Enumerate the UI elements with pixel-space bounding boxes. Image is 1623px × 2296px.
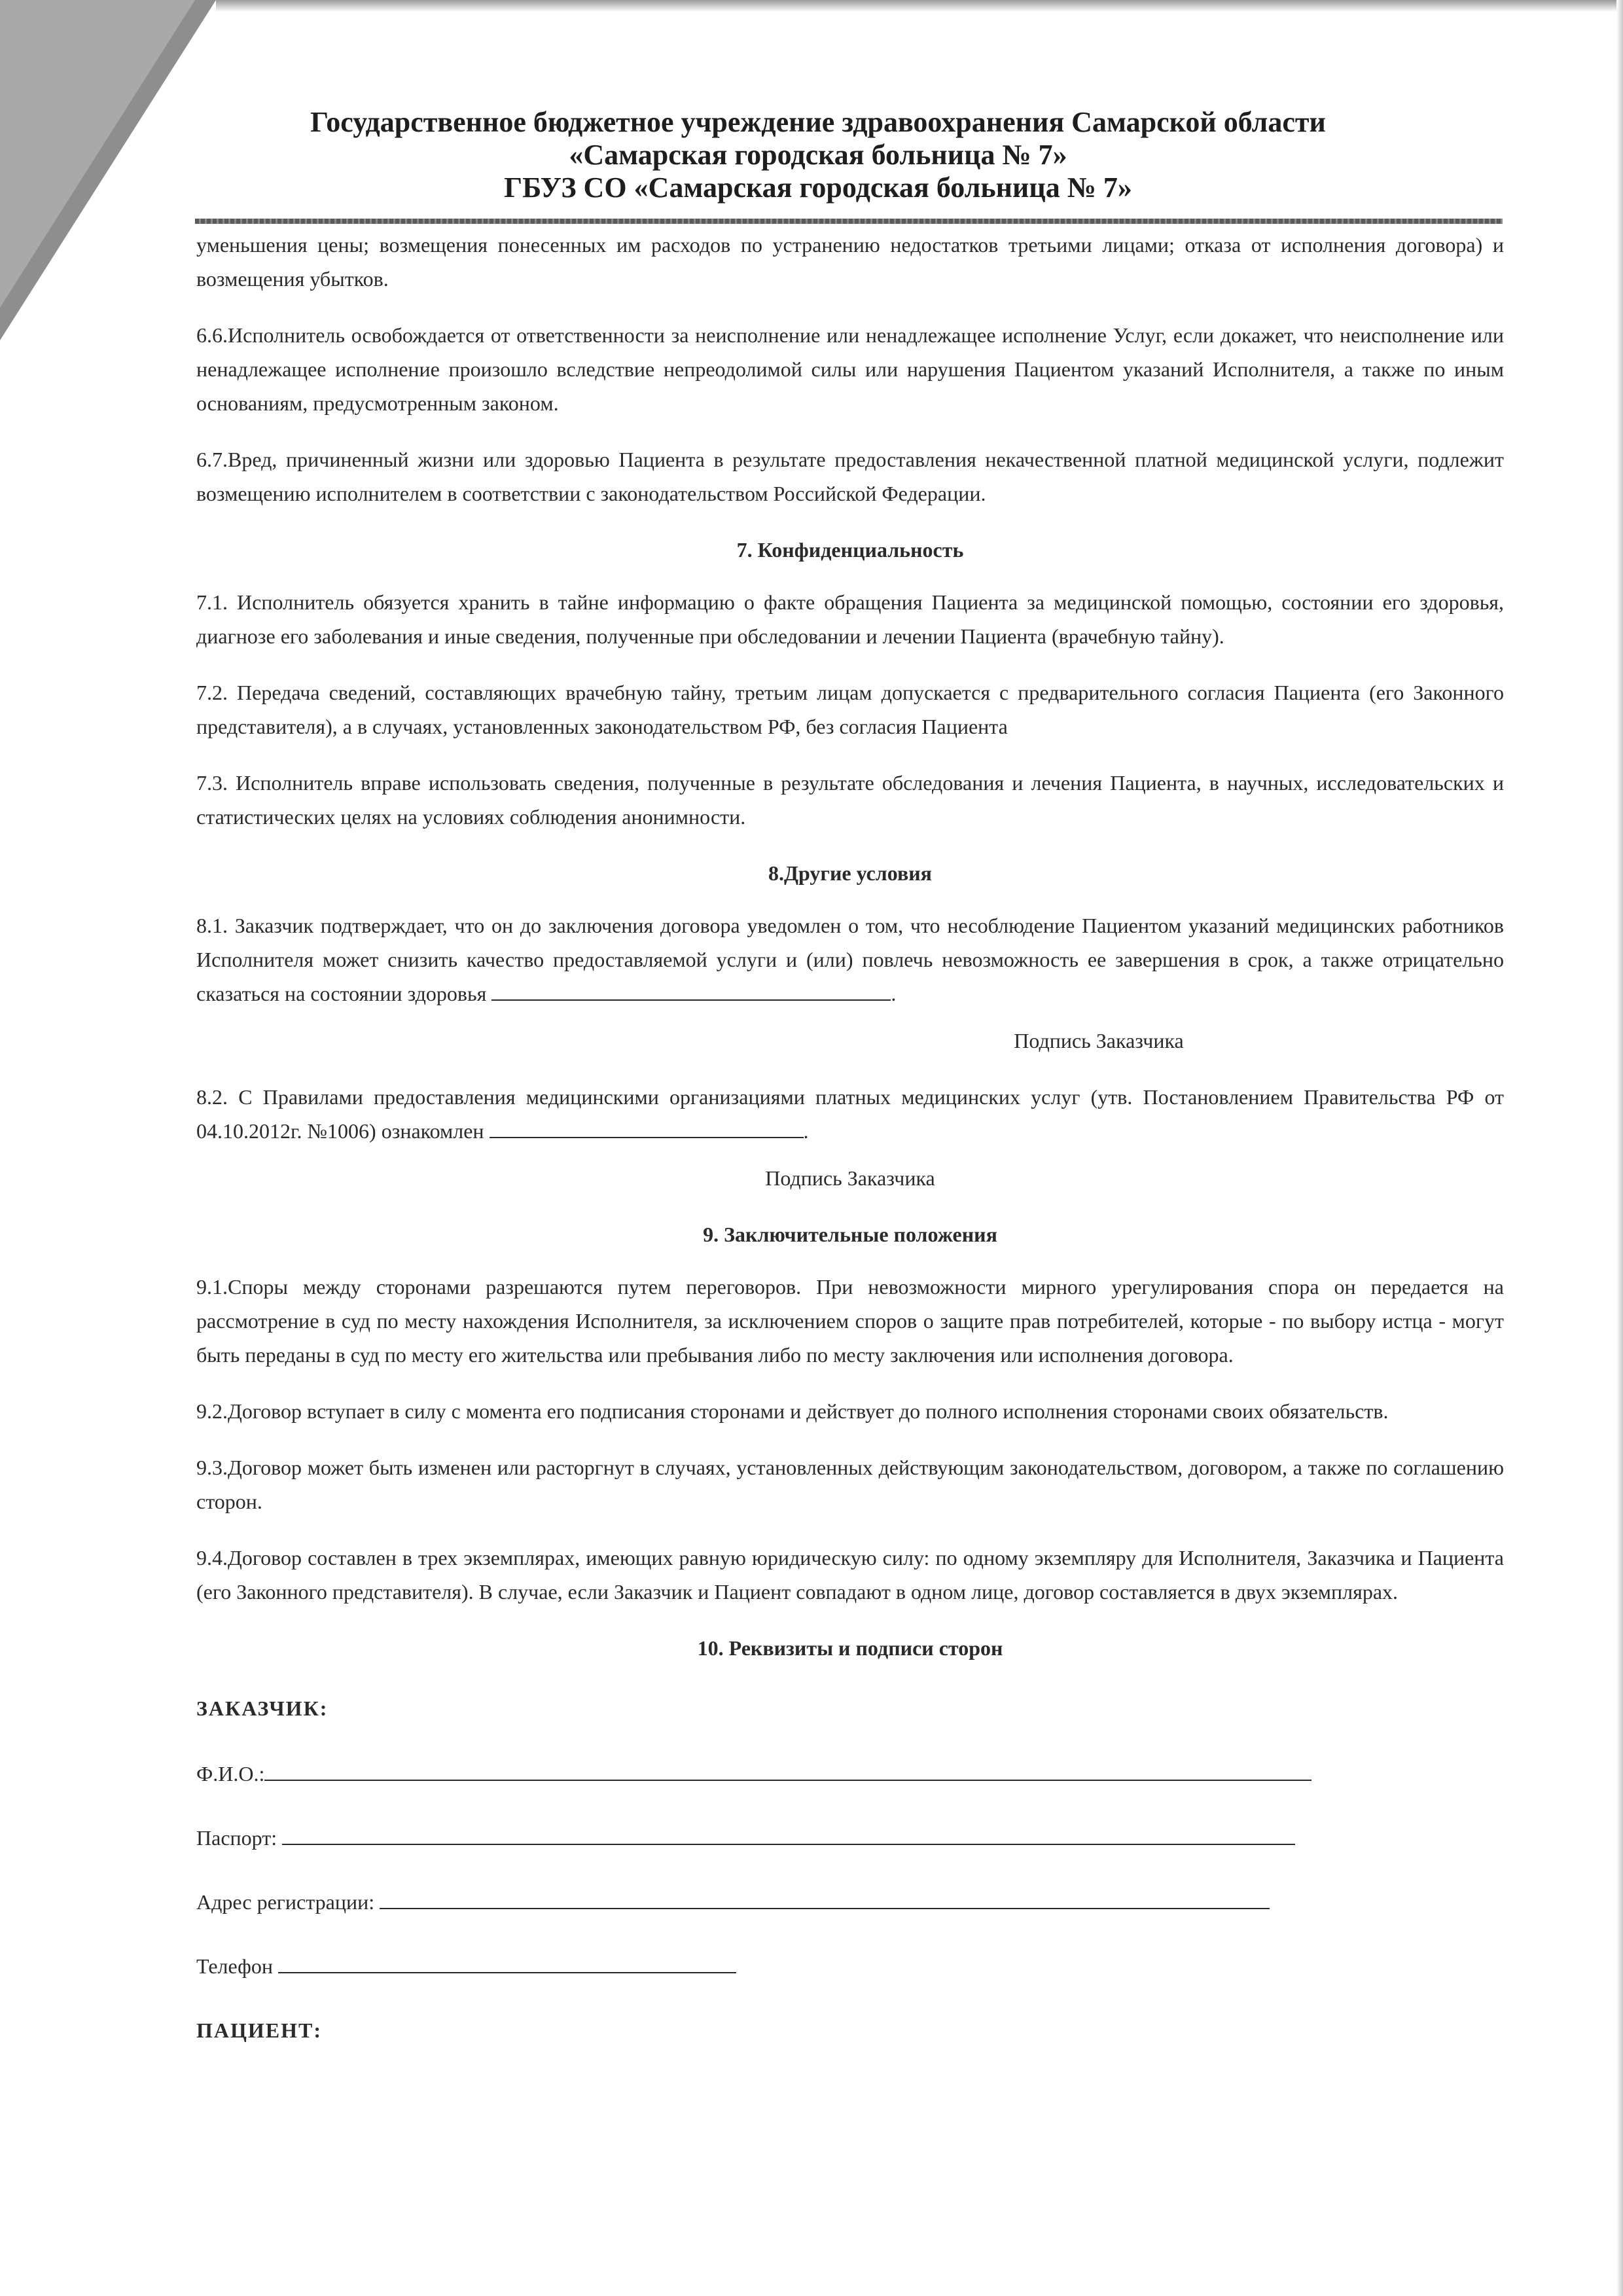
clause-7-2: 7.2. Передача сведений, составляющих врачебную тайну, третьим лицам допускается с предварительного согласия Пациента (его Законного представителя), а в случаях, установленных законодательством РФ, без согласия Пациента — [196, 681, 1504, 738]
address-label: Адрес регистрации: — [196, 1890, 375, 1914]
clause-8-1: 8.1. Заказчик подтверждает, что он до заключения договора уведомлен о том, что несоблюдение Пациентом указаний медицинских работников Исполнителя может снизить качество предоставляемой услуги и (или) повлечь невозможность ее завершения в срок, а также отрицательно сказаться на состоянии здоровья . — [196, 914, 1504, 1005]
passport-field[interactable] — [282, 1824, 1295, 1845]
clause-9-3: 9.3.Договор может быть изменен или расторгнут в случаях, установленных действующим законодательством, договором, а также по соглашению сторон. — [196, 1456, 1504, 1513]
section-7-heading: 7. Конфиденциальность — [736, 538, 964, 562]
clause-8-1-text: 8.1. Заказчик подтверждает, что он до заключения договора уведомлен о том, что несоблюдение Пациентом указаний медицинских работников Исполнителя может снизить качество предоставляемой услуги и (или) повлечь невозможность ее завершения в срок, а также отрицательно сказаться на состоянии здоровья — [196, 914, 1504, 1005]
clause-7-1: 7.1. Исполнитель обязуется хранить в тайне информацию о факте обращения Пациента за медицинской помощью, состоянии его здоровья, диагнозе его заболевания и иные сведения, полученные при обследовании и лечении Пациента (врачебную тайну). — [196, 590, 1504, 648]
clause-8-2-text: 8.2. С Правилами предоставления медицинскими организациями платных медицинских услуг (утв. Постановлением Правительства РФ от 04.10.2012г. №1006) ознакомлен — [196, 1085, 1504, 1143]
customer-signature-caption-2: Подпись Заказчика — [765, 1166, 935, 1190]
phone-label: Телефон — [196, 1954, 273, 1978]
fio-label: Ф.И.О.: — [196, 1762, 265, 1785]
clause-8-2: 8.2. С Правилами предоставления медицинскими организациями платных медицинских услуг (утв. Постановлением Правительства РФ от 04.10.2012г. №1006) ознакомлен . — [196, 1085, 1504, 1143]
signature-blank-8-2[interactable] — [490, 1117, 804, 1138]
letterhead-line-3: ГБУЗ СО «Самарская городская больница № 7» — [504, 171, 1132, 204]
letterhead-divider — [195, 219, 1503, 224]
letterhead — [196, 106, 1440, 204]
customer-signature-caption-1: Подпись Заказчика — [1014, 1029, 1184, 1052]
section-8-heading: 8.Другие условия — [768, 861, 932, 885]
scan-folded-corner-shade — [0, 0, 195, 308]
fio-field[interactable] — [264, 1760, 1311, 1781]
paragraph-continuation: уменьшения цены; возмещения понесенных им расходов по устранению недостатков третьими лицами; отказа от исполнения договора) и возмещения убытков. — [196, 233, 1504, 291]
phone-row — [196, 1949, 1504, 1983]
phone-field[interactable] — [278, 1952, 736, 1973]
clause-9-1: 9.1.Споры между сторонами разрешаются путем переговоров. При невозможности мирного урегулирования спора он передается на рассмотрение в суд по месту нахождения Исполнителя, за исключением споров о защите прав потребителей, которые - по выбору истца - могут быть переданы в суд по месту его жительства или пребывания либо по месту заключения или исполнения договора. — [196, 1275, 1504, 1367]
letterhead-line-1: Государственное бюджетное учреждение здравоохранения Самарской области — [310, 106, 1326, 138]
address-field[interactable] — [380, 1888, 1270, 1909]
scan-right-edge — [1616, 0, 1623, 2296]
clause-6-6: 6.6.Исполнитель освобождается от ответственности за неисполнение или ненадлежащее исполнение Услуг, если докажет, что неисполнение или ненадлежащее исполнение произошло вследствие непреодолимой силы или нарушения Пациентом указаний Исполнителя, а также по иным основаниям, предусмотренным законом. — [196, 323, 1504, 415]
clause-7-3: 7.3. Исполнитель вправе использовать сведения, полученные в результате обследования и лечения Пациента, в научных, исследовательских и статистических целях на условиях соблюдения анонимности. — [196, 771, 1504, 829]
signature-blank-8-1[interactable] — [491, 980, 891, 1001]
clause-9-2: 9.2.Договор вступает в силу с момента его подписания сторонами и действует до полного исполнения сторонами своих обязательств. — [196, 1399, 1389, 1423]
passport-row — [196, 1821, 1504, 1855]
fio-row — [196, 1757, 1504, 1791]
clause-9-4: 9.4.Договор составлен в трех экземплярах, имеющих равную юридическую силу: по одному экземпляру для Исполнителя, Заказчика и Пациента (его Законного представителя). В случае, если Заказчик и Пациент совпадают в одном лице, договор составляется в двух экземплярах. — [196, 1546, 1504, 1604]
document-body — [196, 228, 1504, 2079]
passport-label: Паспорт: — [196, 1826, 277, 1850]
clause-6-7: 6.7.Вред, причиненный жизни или здоровью Пациента в результате предоставления некачественной платной медицинской услуги, подлежит возмещению исполнителем в соответствии с законодательством Российской Федерации. — [196, 448, 1504, 505]
letterhead-line-2: «Самарская городская больница № 7» — [569, 139, 1067, 171]
scan-top-edge — [216, 0, 1623, 12]
section-10-heading: 10. Реквизиты и подписи сторон — [697, 1636, 1003, 1660]
patient-title: ПАЦИЕНТ: — [196, 2018, 323, 2042]
section-9-heading: 9. Заключительные положения — [703, 1223, 997, 1246]
address-row — [196, 1885, 1504, 1919]
customer-title: ЗАКАЗЧИК: — [196, 1696, 329, 1720]
